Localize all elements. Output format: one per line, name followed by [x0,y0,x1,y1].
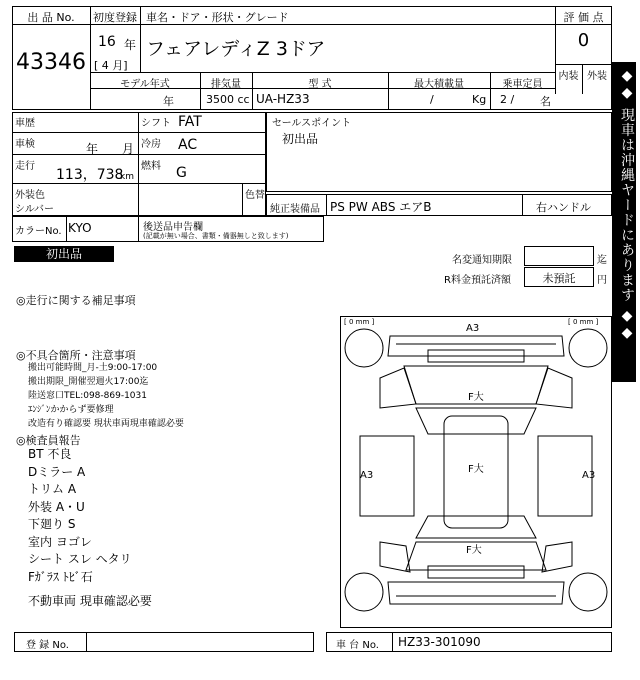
shift-label: シフト [141,118,171,129]
registration-year-unit: 年 [124,38,137,52]
exterior-color-label: 外装色 [15,190,45,201]
color-change-label: 色替 [245,190,265,201]
name-change-deadline-box [524,246,594,266]
chassis-number-label: 車 台 No. [336,640,379,651]
sales-point-value: 初出品 [282,132,319,146]
aftermarket-label: 後送品申告欄 [143,222,203,233]
front-left-fender [380,368,416,408]
inspector-line: 室内 ヨゴレ [28,534,92,549]
inspector-line: Dミラー A [28,464,86,479]
first-registration-label: 初度登録 [93,11,137,24]
chassis-number-value: HZ33-301090 [398,635,481,649]
inspector-line: 外装 A・U [28,499,85,514]
interior-score-label: 内装 [558,71,579,82]
capacity-label: 乗車定員 [502,79,543,90]
lot-number: 43346 [16,50,86,75]
defect-notes-heading: ◎不具合箇所・注意事項 [16,349,136,362]
history-label: 車歴 [15,118,35,129]
mileage-value: 113，738 [56,167,124,183]
registration-year: 16 [98,34,116,50]
name-change-deadline-label: 名変通知期限 [452,255,512,266]
mileage-unit: km [120,172,134,182]
inspector-line: BT 不良 [28,447,72,461]
inspector-report-list [28,446,132,586]
max-load-unit: Kg [472,93,487,106]
defect-line: 搬出期限_開催翌週火17:00迄 [28,377,149,387]
rear-plate-shape [428,566,524,578]
fuel-value: G [176,165,187,181]
capacity-unit: 名 [540,95,551,108]
inspector-line: Fｶﾞﾗｽ ﾄﾋﾞ石 [28,569,93,584]
name-change-deadline-suffix: 迄 [597,255,607,266]
model-type-value: UA-HZ33 [256,92,310,106]
defect-line: 陸送窓口TEL:098-869-1031 [28,391,147,401]
front-right-fender [536,368,572,408]
model-type-label: 型 式 [308,79,332,90]
inspection-label: 車検 [15,139,35,150]
recycle-fee-value: 未預託 [542,272,576,285]
damage-mark-roof: F大 [468,464,484,475]
windshield-shape [416,408,536,434]
equipment-label: 純正装備品 [270,204,320,215]
lot-number-label: 出 品 No. [27,11,75,24]
damage-mark-left-door: A3 [360,470,374,481]
damage-mark-trunk: F大 [466,545,482,556]
score-label: 評 価 点 [563,11,604,24]
inspector-line: トリム A [28,482,77,496]
color-number-label: カラーNo. [15,226,62,237]
rear-left-fender [380,542,410,572]
inspection-month: 月 [122,142,135,156]
tire-depth-left: [ 0 mm ] [344,318,375,326]
first-listing-badge: 初出品 [14,246,114,262]
inspection-year: 年 [86,142,99,156]
model-year-label: モデル年式 [120,79,170,90]
car-name: フェアレディZ 3ドア [146,38,326,60]
tire-rear-right-icon [569,573,607,611]
ac-label: 冷房 [141,139,161,150]
inspector-line: シート スレ ヘタリ [28,552,132,566]
car-name-label: 車名・ドア・形状・グレード [146,11,289,24]
yard-notice-text: ◆◆ 現車は沖縄ヤードにあります ◆◆ [619,68,635,342]
fuel-label: 燃料 [141,161,161,172]
model-year-unit: 年 [163,95,174,108]
shift-value: FAT [178,114,202,130]
driving-notes-heading: ◎走行に関する補足事項 [16,294,136,307]
displacement-label: 排気量 [211,79,241,90]
equipment-value: PS PW ABS エアB [330,200,432,214]
rear-window-shape [416,516,536,538]
tire-rear-left-icon [345,573,383,611]
damage-mark-front-bumper: A3 [466,323,480,334]
rear-bumper-shape [388,582,564,604]
recycle-fee-unit: 円 [597,275,607,286]
exterior-color-value: シルバー [15,204,55,215]
ac-value: AC [178,137,198,153]
exterior-score-label: 外装 [587,71,607,82]
defect-line: 改造有り確認要 現状車両現車確認必要 [28,419,184,429]
max-load-label: 最大積載量 [414,79,464,90]
defect-notes-list [28,361,184,431]
final-note: 不動車両 現車確認必要 [28,594,152,608]
steering-value: 右ハンドル [536,201,591,214]
displacement-value: 3500 cc [206,93,250,106]
defect-line: 搬出可能時間_月-土9:00-17:00 [28,363,158,373]
mileage-label: 走行 [15,161,35,172]
tire-front-right-icon [569,329,607,367]
score-value: 0 [577,30,590,51]
rear-right-fender [542,542,572,572]
tire-front-left-icon [345,329,383,367]
tire-depth-right: [ 0 mm ] [568,318,599,326]
yard-notice-bar [612,62,636,382]
capacity-value: 2 / [500,93,515,106]
registration-month: [ 4 月] [94,59,128,72]
front-bumper-shape [388,336,564,356]
damage-mark-right-door: A3 [582,470,596,481]
defect-line: ｴﾝｼﾞﾝかからず要修理 [28,405,114,415]
aftermarket-note: (記載が無い場合、書類・備器無しと致します) [143,232,289,240]
inspector-report-heading: ◎検査員報告 [16,434,81,447]
recycle-fee-label: R料金預託済額 [444,275,511,286]
max-load-value: / [430,93,434,106]
sales-point-label: セールスポイント [272,118,352,129]
registration-number-label: 登 録 No. [26,640,69,651]
inspector-line: 下廻り S [28,517,76,531]
color-number-value: KYO [68,221,92,235]
damage-mark-hood: F大 [468,392,484,403]
